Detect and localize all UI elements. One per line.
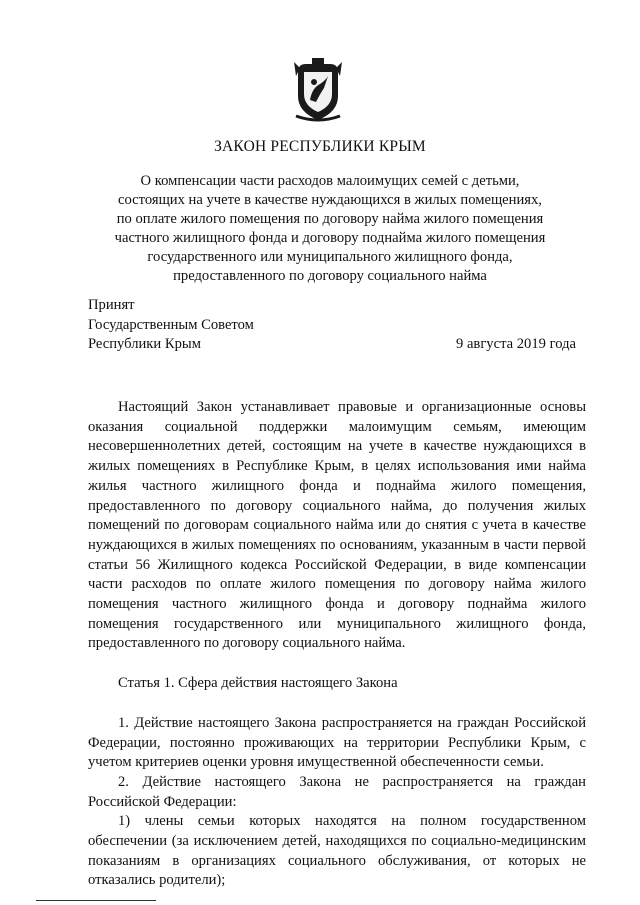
footer-divider (36, 900, 156, 901)
subtitle-line: частного жилищного фонда и договору поднайма жилого помещения (114, 230, 546, 246)
body-paragraph: 2. Действие настоящего Закона не распространяется на граждан Российской Федерации: (88, 773, 586, 810)
body-paragraph: 1) члены семьи которых находятся на полном государственном обеспечении (за исключением детей, находящихся по социально-медицинским показаниям в организациях социального обслуживания, от которых не отказались родители); (88, 813, 586, 889)
adoption-date: 9 августа 2019 года (456, 336, 576, 352)
adopted-body: Государственным Советом (88, 316, 254, 333)
subtitle-line: по оплате жилого помещения по договору найма жилого помещения (116, 211, 544, 227)
adopted-region: Республики Крым (88, 336, 201, 352)
body-paragraph: 1. Действие настоящего Закона распространяется на граждан Российской Федерации, постоянно проживающих на территории Республики Крым, с учетом критериев оценки уровня имущественной обеспеченности семьи. (88, 714, 586, 771)
subtitle-line: государственного или муниципального жилищного фонда, (147, 249, 513, 265)
preamble-paragraph: Настоящий Закон устанавливает правовые и организационные основы оказания социальной поддержки малоимущим семьям, имеющим несовершеннолетних детей, состоящим на учете в качестве нуждающихся в жилых помещениях в Республике Крым, в целях использования ими найма жилья частного жилищного фонда и поднайма жилого помещения, предоставленного по договору социального найма, до получения жилых помещений по договорам социального найма или до снятия с учета в качестве нуждающихся в жилых помещениях по основаниям, указанным в части первой статьи 56 Жилищного кодекса Российской Федерации, в виде компенсации части расходов по оплате жилого помещения по договору найма жилого помещения частного жилищного фонда и договору поднайма жилого помещения государственного или муниципального жилищного фонда, предоставленного по договору социального найма. (88, 399, 586, 652)
crimea-emblem-icon (290, 58, 346, 122)
subtitle-line: О компенсации части расходов малоимущих семей с детьми, (140, 173, 520, 189)
adoption-block (88, 296, 254, 355)
adopted-label: Принят (88, 297, 135, 313)
law-body (88, 398, 586, 891)
subtitle-line: состоящих на учете в качестве нуждающихся в жилых помещениях, (118, 192, 542, 208)
article-heading: Статья 1. Сфера действия настоящего Закона (118, 675, 398, 692)
law-title: ЗАКОН РЕСПУБЛИКИ КРЫМ (214, 138, 426, 155)
subtitle-line: предоставленного по договору социального найма (173, 268, 487, 284)
law-subtitle (80, 172, 580, 286)
